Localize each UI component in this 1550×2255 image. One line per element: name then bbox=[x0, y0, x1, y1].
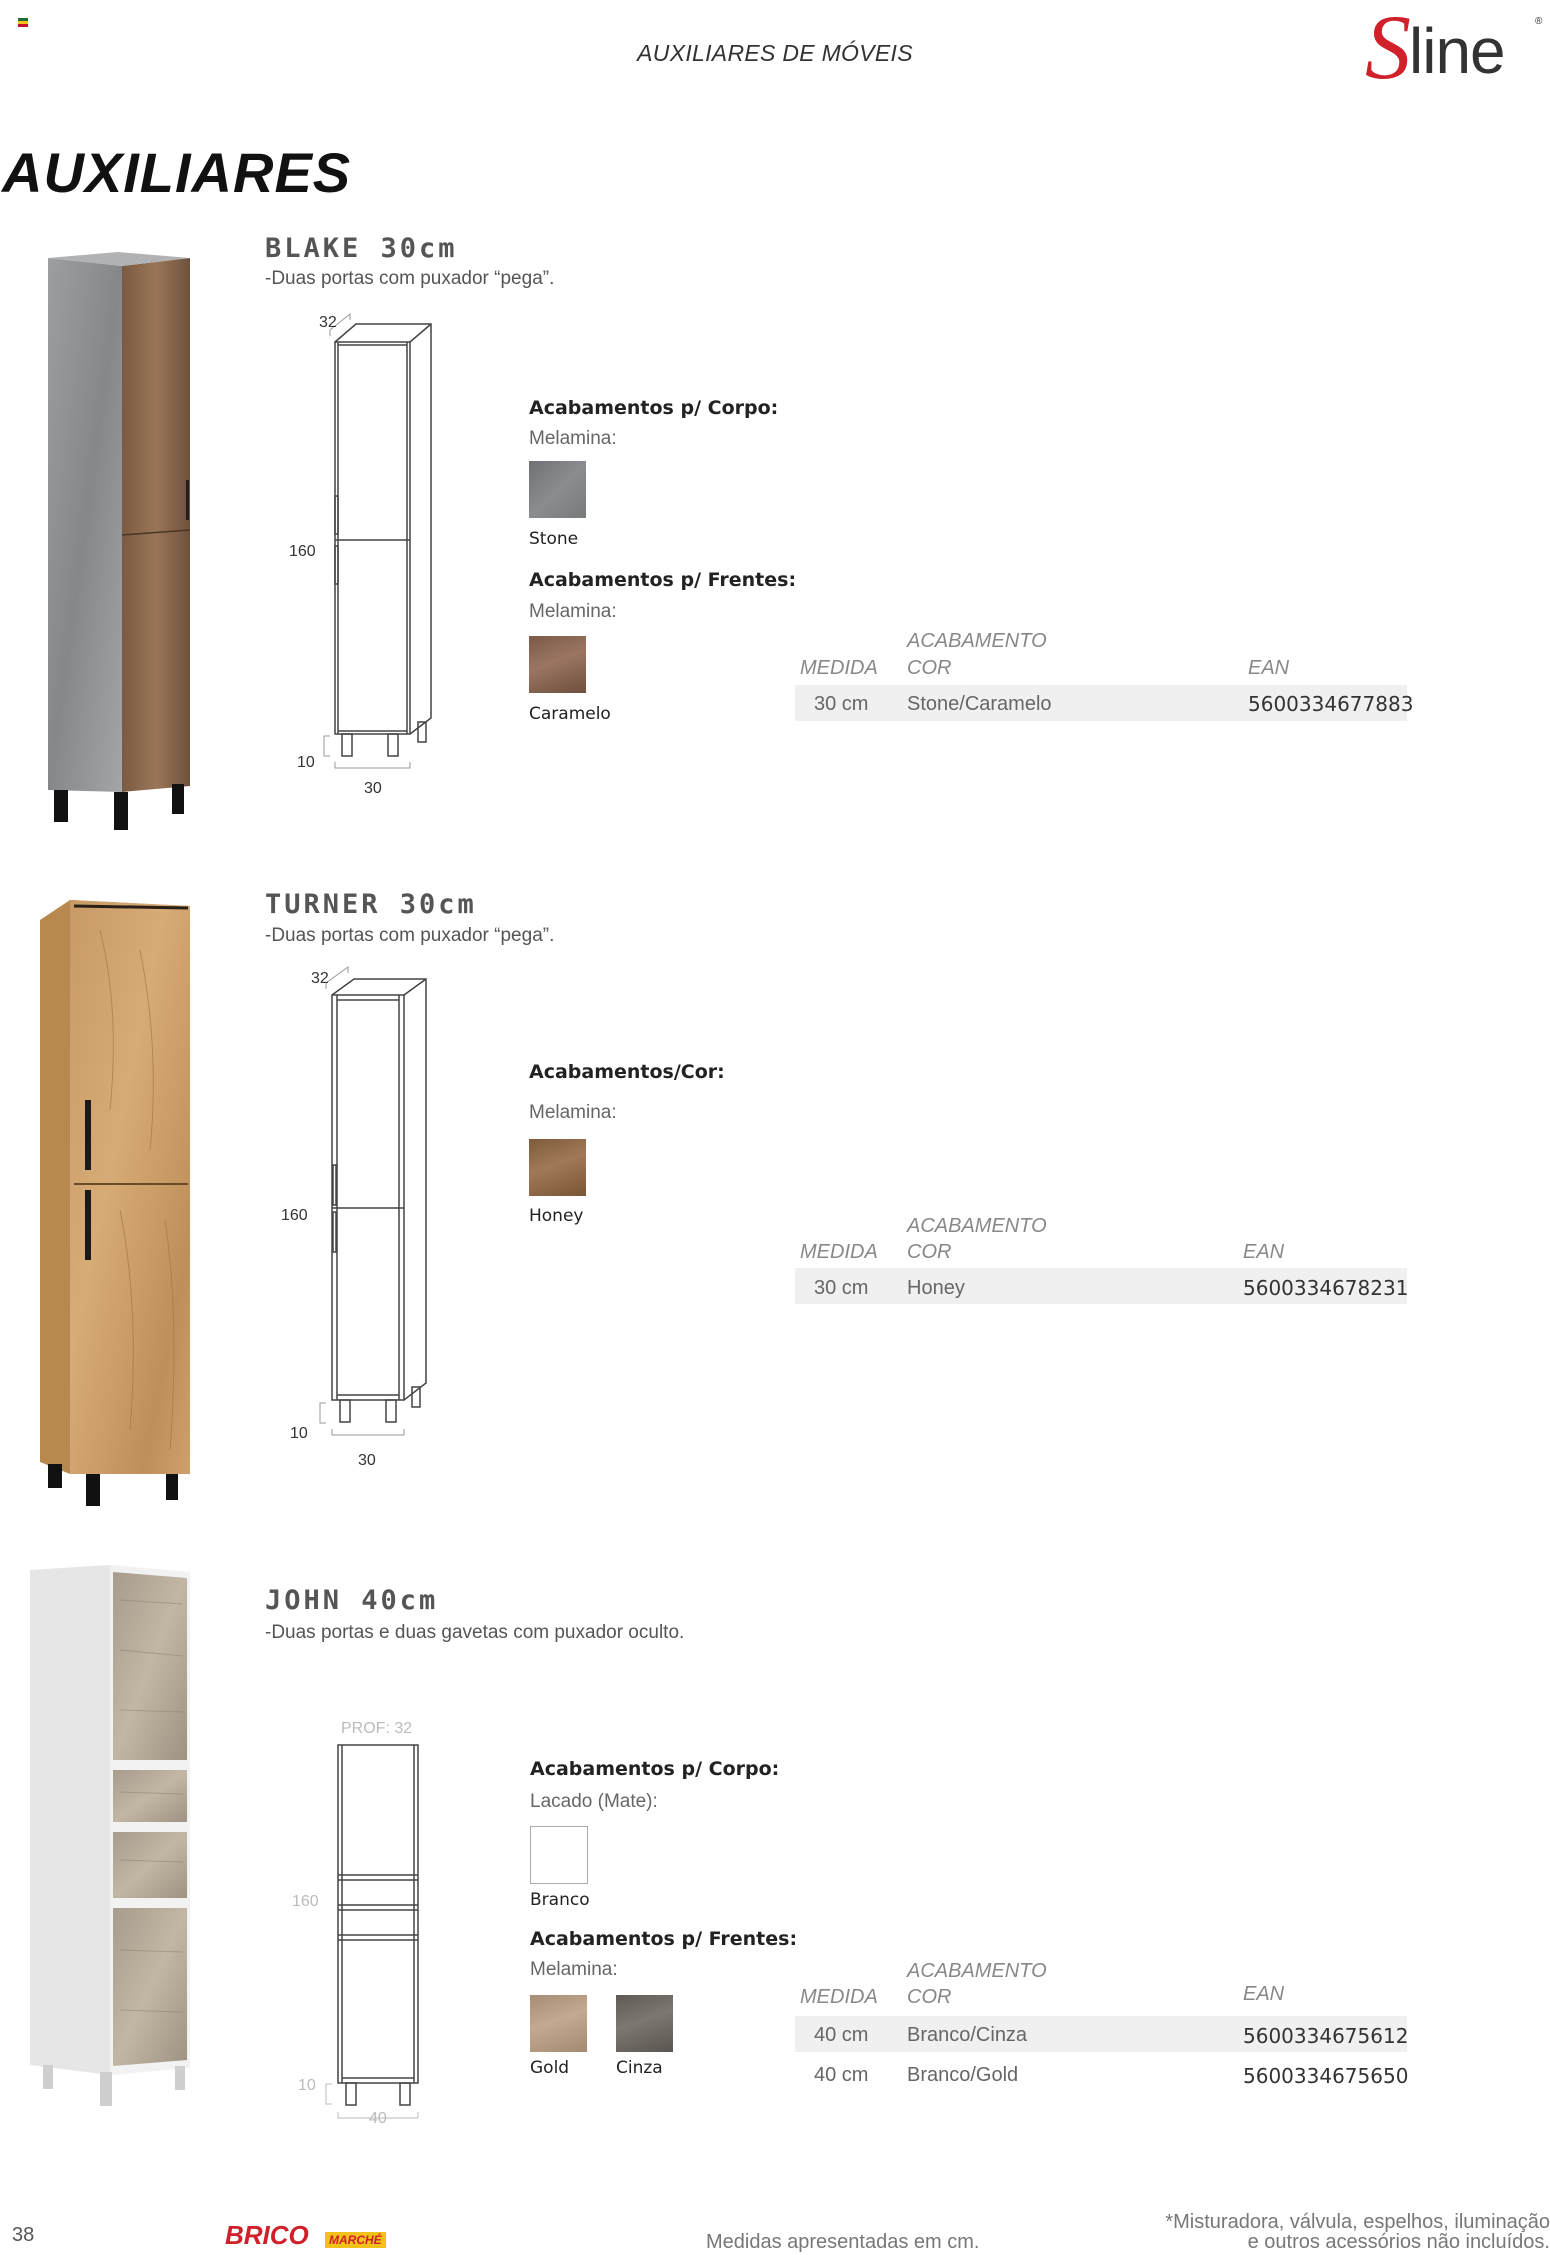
cell-cor: Branco/Cinza bbox=[907, 2024, 1028, 2046]
swatch-label: Branco bbox=[530, 1890, 590, 1910]
th-medida: MEDIDA bbox=[800, 1241, 878, 1263]
section-title: AUXILIARES bbox=[2, 141, 352, 204]
swatch-cinza bbox=[616, 1995, 673, 2052]
cell-ean: 5600334677883 bbox=[1248, 692, 1414, 716]
product-name: BLAKE 30cm bbox=[265, 233, 458, 264]
dim-leg: 10 bbox=[298, 2077, 316, 2094]
cell-cor: Stone/Caramelo bbox=[907, 693, 1052, 715]
swatch-label: Caramelo bbox=[529, 704, 611, 724]
dim-height: 160 bbox=[292, 1893, 319, 1910]
cell-ean: 5600334675650 bbox=[1243, 2064, 1409, 2088]
dim-width: 30 bbox=[358, 1452, 376, 1469]
th-ean: EAN bbox=[1243, 1983, 1285, 2005]
product-name: TURNER 30cm bbox=[265, 889, 477, 920]
footer-note-line-2: e outros acessórios não incluídos. bbox=[1247, 2231, 1550, 2253]
cell-ean: 5600334678231 bbox=[1243, 1276, 1409, 1300]
th-acabamento: ACABAMENTO bbox=[907, 1960, 1047, 1982]
cell-medida: 40 cm bbox=[814, 2024, 869, 2046]
bricomarche-logo bbox=[225, 2218, 400, 2252]
swatch-honey bbox=[529, 1139, 586, 1196]
finish-body-material: Lacado (Mate): bbox=[530, 1791, 658, 1812]
page-number: 38 bbox=[12, 2224, 35, 2246]
swatch-label: Gold bbox=[530, 2058, 570, 2078]
dim-height: 160 bbox=[289, 543, 316, 560]
swatch-caramelo bbox=[529, 636, 586, 693]
dim-width: 40 bbox=[369, 2110, 387, 2127]
swatch-label: Cinza bbox=[616, 2058, 663, 2078]
cell-ean: 5600334675612 bbox=[1243, 2024, 1409, 2048]
finish-front-heading: Acabamentos p/ Frentes: bbox=[530, 1928, 798, 1950]
john-product-photo bbox=[25, 1560, 220, 2160]
cell-medida: 40 cm bbox=[814, 2064, 869, 2086]
john-dimension-drawing bbox=[290, 1720, 450, 2120]
product-description: -Duas portas com puxador “pega”. bbox=[265, 925, 555, 946]
product-name: JOHN 40cm bbox=[265, 1585, 439, 1616]
dim-depth: 32 bbox=[311, 970, 329, 987]
dim-height: 160 bbox=[281, 1207, 308, 1224]
cell-cor: Branco/Gold bbox=[907, 2064, 1019, 2086]
finish-body-heading: Acabamentos p/ Corpo: bbox=[529, 397, 779, 419]
logo-s: S bbox=[1365, 0, 1411, 98]
turner-product-photo bbox=[30, 890, 200, 1520]
finish-body-heading: Acabamentos p/ Corpo: bbox=[530, 1758, 780, 1780]
th-ean: EAN bbox=[1243, 1241, 1285, 1263]
dim-depth: 32 bbox=[319, 314, 337, 331]
swatch-gold bbox=[530, 1995, 587, 2052]
dim-leg: 10 bbox=[297, 754, 315, 771]
flag-icon bbox=[18, 18, 28, 27]
blake-product-photo bbox=[40, 250, 200, 845]
th-cor: COR bbox=[907, 1986, 952, 2008]
th-cor: COR bbox=[907, 1241, 952, 1263]
cell-medida: 30 cm bbox=[814, 1277, 869, 1299]
logo-brico: BRICO bbox=[225, 2220, 309, 2250]
swatch-branco bbox=[530, 1826, 588, 1884]
th-medida: MEDIDA bbox=[800, 657, 878, 679]
product-description: -Duas portas e duas gavetas com puxador oculto. bbox=[265, 1622, 685, 1643]
header-title: AUXILIARES DE MÓVEIS bbox=[637, 40, 913, 66]
footer-note-center: Medidas apresentadas em cm. bbox=[706, 2231, 980, 2253]
dim-depth: PROF: 32 bbox=[341, 1720, 413, 1737]
swatch-label: Stone bbox=[529, 529, 579, 549]
th-acabamento: ACABAMENTO bbox=[907, 1215, 1047, 1237]
turner-dimension-drawing bbox=[290, 955, 450, 1465]
th-acabamento: ACABAMENTO bbox=[907, 630, 1047, 652]
cell-medida: 30 cm bbox=[814, 693, 869, 715]
logo-line: line bbox=[1409, 15, 1505, 87]
swatch-stone bbox=[529, 461, 586, 518]
th-ean: EAN bbox=[1248, 657, 1290, 679]
finish-front-heading: Acabamentos p/ Frentes: bbox=[529, 569, 797, 591]
footer-note-line-1: *Misturadora, válvula, espelhos, iluminação bbox=[1165, 2211, 1550, 2233]
dim-width: 30 bbox=[364, 780, 382, 797]
finish-front-material: Melamina: bbox=[530, 1959, 618, 1980]
finish-body-material: Melamina: bbox=[529, 428, 617, 449]
footer-note-right bbox=[1150, 2212, 1550, 2252]
cell-cor: Honey bbox=[907, 1277, 965, 1299]
finish-front-material: Melamina: bbox=[529, 601, 617, 622]
dim-leg: 10 bbox=[290, 1425, 308, 1442]
swatch-label: Honey bbox=[529, 1206, 584, 1226]
finish-material: Melamina: bbox=[529, 1102, 617, 1123]
logo-registered: ® bbox=[1535, 16, 1543, 27]
finish-heading: Acabamentos/Cor: bbox=[529, 1061, 725, 1083]
logo-marche: MARCHÉ bbox=[325, 2232, 386, 2248]
product-description: -Duas portas com puxador “pega”. bbox=[265, 268, 555, 289]
th-medida: MEDIDA bbox=[800, 1986, 878, 2008]
th-cor: COR bbox=[907, 657, 952, 679]
sline-logo bbox=[1365, 0, 1550, 98]
